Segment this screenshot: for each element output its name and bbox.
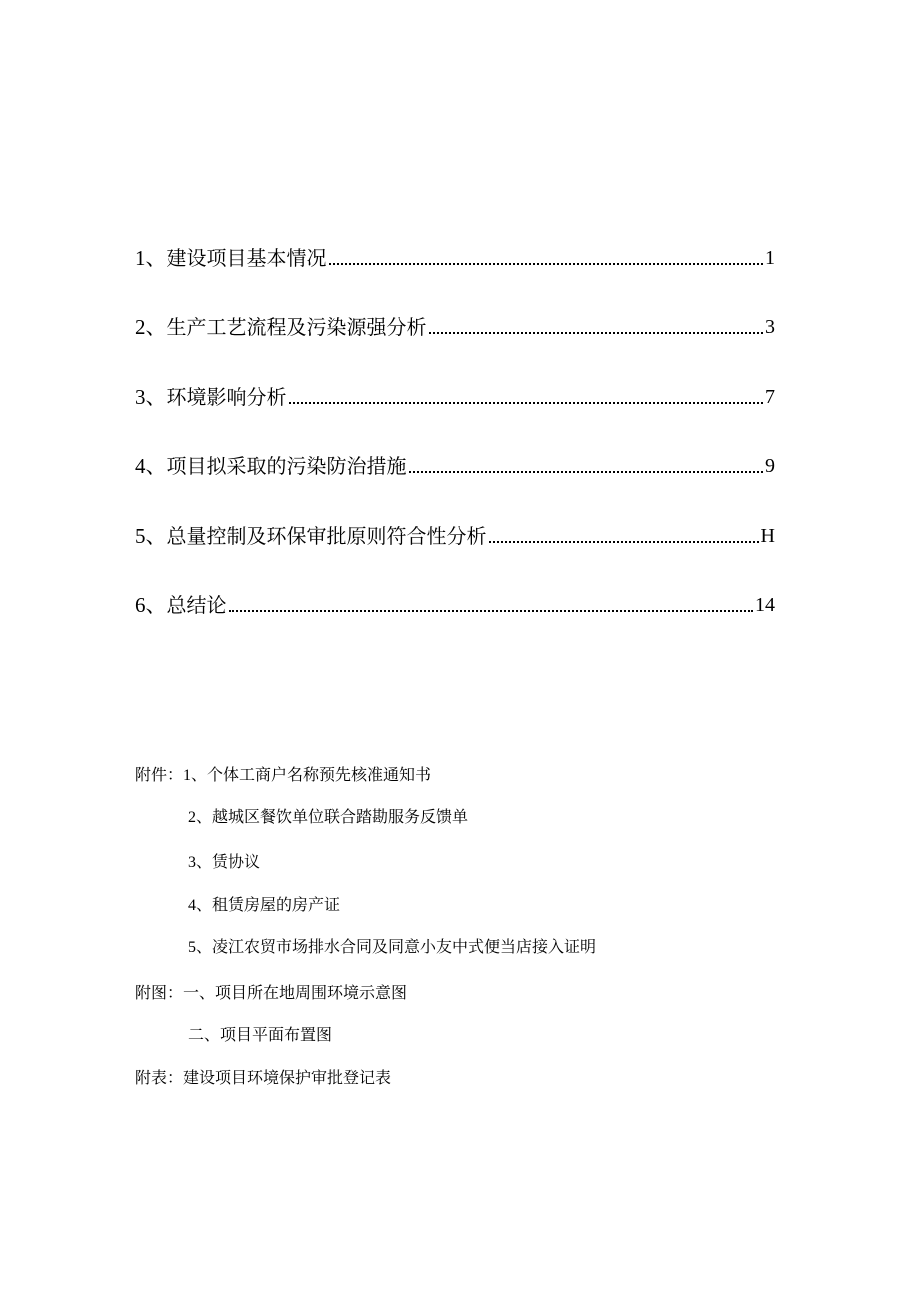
figures-label: 附图： [135, 983, 184, 1002]
figure-text: 二、项目平面布置图 [188, 1025, 333, 1044]
toc-leader-dots [489, 541, 759, 543]
attachment-number: 5、 [188, 939, 213, 956]
toc-leader-dots [429, 332, 764, 334]
figure-text: 一、项目所在地周围环境示意图 [183, 983, 408, 1002]
tables-label: 附表： [135, 1068, 184, 1087]
table-item [135, 1067, 391, 1089]
attachment-item [188, 936, 596, 959]
toc-entry[interactable] [135, 377, 775, 409]
attachment-item [135, 764, 431, 787]
toc-entry-number: 1、 [135, 246, 167, 270]
toc-entry-page: 14 [755, 594, 775, 616]
attachment-text: 赁协议 [212, 852, 261, 871]
attachment-text: 租赁房屋的房产证 [212, 895, 341, 914]
toc-leader-dots [409, 471, 764, 473]
attachment-number: 4、 [188, 897, 213, 914]
toc-leader-dots [229, 610, 754, 612]
toc-entry-number: 2、 [135, 315, 167, 339]
toc-entry-title: 项目拟采取的污染防治措施 [166, 454, 407, 478]
toc-entry-number: 6、 [135, 593, 167, 617]
attachment-item [188, 894, 340, 917]
attachment-number: 3、 [188, 854, 213, 871]
toc-entry[interactable] [135, 238, 775, 270]
toc-entry[interactable] [135, 307, 775, 339]
toc-entry-title: 环境影响分析 [166, 385, 287, 409]
toc-entry[interactable] [135, 585, 775, 617]
attachment-number: 2、 [188, 809, 213, 826]
figure-item [188, 1024, 332, 1046]
attachment-text: 越城区餐饮单位联合踏勘服务反馈单 [212, 807, 469, 826]
attachments-label: 附件： [135, 765, 184, 784]
toc-leader-dots [329, 263, 764, 265]
attachment-text: 凌江农贸市场排水合同及同意小友中式便当店接入证明 [212, 937, 597, 956]
toc-entry-title: 总结论 [166, 593, 227, 617]
figure-item [135, 982, 407, 1004]
toc-entry-page: 9 [765, 455, 775, 477]
toc-entry[interactable] [135, 516, 775, 548]
table-text: 建设项目环境保护审批登记表 [183, 1068, 392, 1087]
attachment-item [188, 851, 260, 874]
toc-entry-title: 总量控制及环保审批原则符合性分析 [166, 524, 487, 548]
toc-entry[interactable] [135, 446, 775, 478]
toc-entry-page: 7 [765, 386, 775, 408]
attachment-number: 1、 [183, 767, 208, 784]
toc-entry-page: 3 [765, 316, 775, 338]
toc-entry-number: 3、 [135, 385, 167, 409]
attachment-item [188, 806, 468, 829]
toc-entry-title: 生产工艺流程及污染源强分析 [166, 315, 427, 339]
toc-entry-number: 4、 [135, 454, 167, 478]
attachment-text: 个体工商户名称预先核准通知书 [207, 765, 432, 784]
toc-entry-number: 5、 [135, 524, 167, 548]
toc-entry-page: 1 [765, 247, 775, 269]
toc-entry-title: 建设项目基本情况 [166, 246, 327, 270]
toc-entry-page: H [760, 525, 775, 547]
toc-leader-dots [289, 402, 764, 404]
